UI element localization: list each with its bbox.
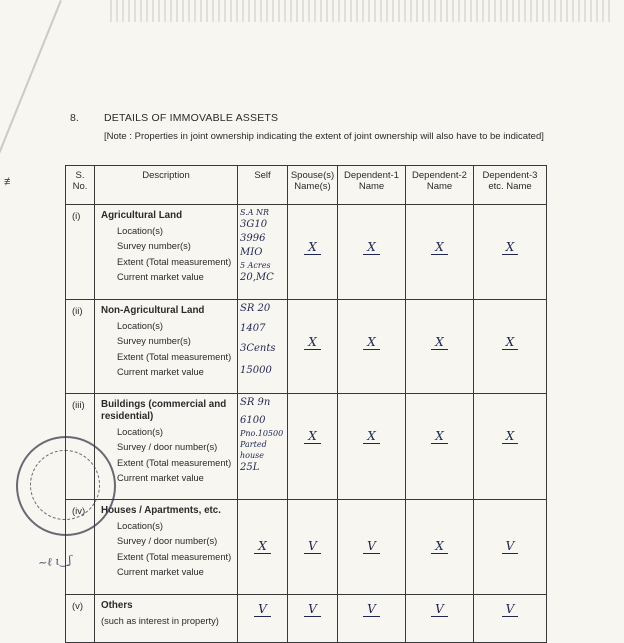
handwritten-mark: V [304,602,321,617]
dependent-1-entry [338,595,406,643]
self-entry [238,500,288,595]
table-row [66,595,547,643]
row-description [95,500,238,595]
handwritten-value: 1407 [240,323,266,334]
field-label: Location(s) [117,521,163,531]
handwritten-mark: V [363,602,380,617]
signature-icon: ~ℓ ι‿ʃ [37,553,73,570]
official-seal-inner-ring [30,450,100,520]
category-title: Houses / Apartments, etc. [101,505,221,516]
table-row [66,205,547,300]
handwritten-value: 3G10 [240,219,268,230]
handwritten-mark: V [502,539,519,554]
immovable-assets-table [65,165,547,643]
handwritten-value: SR 9n [240,397,271,408]
handwritten-mark: X [304,429,321,444]
section-title: DETAILS OF IMMOVABLE ASSETS [104,112,279,124]
handwritten-mark: X [363,240,380,255]
header-self: Self [238,166,288,205]
section-note: [Note : Properties in joint ownership indicating the extent of joint ownership will also have to be indicated] [104,131,544,142]
field-label: Location(s) [117,321,163,331]
table-row [66,500,547,595]
handwritten-mark: X [502,429,519,444]
handwritten-value: Parted [240,440,267,449]
row-description [95,300,238,394]
dependent-3-entry [474,595,547,643]
handwritten-mark: X [502,240,519,255]
handwritten-mark: X [304,335,321,350]
field-label: Current market value [117,567,204,577]
handwritten-mark: V [363,539,380,554]
field-label: Survey / door number(s) [117,442,218,452]
handwritten-mark: V [254,602,271,617]
field-label: Survey / door number(s) [117,536,218,546]
dependent-1-entry [338,500,406,595]
row-sno: (i) [66,205,95,300]
spouse-entry [288,300,338,394]
spouse-entry [288,394,338,500]
handwritten-value: 25L [240,462,260,473]
scan-artifact-top [110,0,610,22]
self-entry [238,394,288,500]
dependent-1-entry [338,300,406,394]
handwritten-mark: V [304,539,321,554]
dependent-3-entry [474,500,547,595]
field-label: (such as interest in property) [101,616,219,626]
row-sno: (iii) [66,394,95,500]
handwritten-value: 3996 [240,233,266,244]
category-title: Non-Agricultural Land [101,305,205,316]
spouse-entry [288,595,338,643]
row-description [95,205,238,300]
field-label: Extent (Total measurement) [117,257,232,267]
header-dependent-2: Dependent-2 Name [406,166,474,205]
field-label: Current market value [117,473,204,483]
handwritten-mark: X [431,429,448,444]
field-label: Current market value [117,272,204,282]
spouse-entry [288,205,338,300]
header-spouse: Spouse(s) Name(s) [288,166,338,205]
handwritten-value: 5 Acres [240,261,271,270]
dependent-2-entry [406,394,474,500]
handwritten-mark: V [502,602,519,617]
table-header-row [66,166,547,205]
dependent-2-entry [406,300,474,394]
dependent-2-entry [406,500,474,595]
handwritten-mark: X [431,539,448,554]
handwritten-mark: X [502,335,519,350]
dependent-2-entry [406,205,474,300]
self-entry [238,595,288,643]
handwritten-mark: X [363,429,380,444]
dependent-1-entry [338,205,406,300]
field-label: Survey number(s) [117,241,191,251]
margin-mark-icon: ≢ [4,176,15,188]
self-entry [238,205,288,300]
field-label: Location(s) [117,226,163,236]
category-title: Others [101,600,133,611]
table-row [66,300,547,394]
category-title: Agricultural Land [101,210,183,221]
handwritten-mark: X [254,539,271,554]
handwritten-value: 15000 [240,365,272,376]
section-number: 8. [70,112,79,124]
field-label: Location(s) [117,427,163,437]
spouse-entry [288,500,338,595]
field-label: Extent (Total measurement) [117,352,232,362]
handwritten-mark: V [431,602,448,617]
row-sno: (iv) [66,500,95,595]
table-row [66,394,547,500]
handwritten-value: Pno.10500 [240,429,284,438]
handwritten-value: house [240,451,264,460]
dependent-3-entry [474,300,547,394]
field-label: Extent (Total measurement) [117,458,232,468]
handwritten-mark: X [363,335,380,350]
official-seal-icon [16,436,116,536]
header-dependent-1: Dependent-1 Name [338,166,406,205]
header-sno: S. No. [66,166,95,205]
row-description [95,595,238,643]
handwritten-mark: X [431,240,448,255]
handwritten-value: 20,MC [240,272,274,283]
handwritten-mark: X [431,335,448,350]
field-label: Survey number(s) [117,336,191,346]
fold-line [0,0,62,177]
handwritten-value: MIO [240,247,263,258]
handwritten-value: S.A NR [240,208,270,217]
row-sno: (ii) [66,300,95,394]
handwritten-mark: X [304,240,321,255]
category-title: Buildings (commercial and residential) [101,399,227,422]
header-dependent-3: Dependent-3 etc. Name [474,166,547,205]
header-description: Description [95,166,238,205]
handwritten-value: SR 20 [240,303,271,314]
row-sno: (v) [66,595,95,643]
dependent-3-entry [474,394,547,500]
field-label: Current market value [117,367,204,377]
field-label: Extent (Total measurement) [117,552,232,562]
dependent-3-entry [474,205,547,300]
self-entry [238,300,288,394]
dependent-2-entry [406,595,474,643]
dependent-1-entry [338,394,406,500]
handwritten-value: 3Cents [240,343,276,354]
handwritten-value: 6100 [240,415,266,426]
